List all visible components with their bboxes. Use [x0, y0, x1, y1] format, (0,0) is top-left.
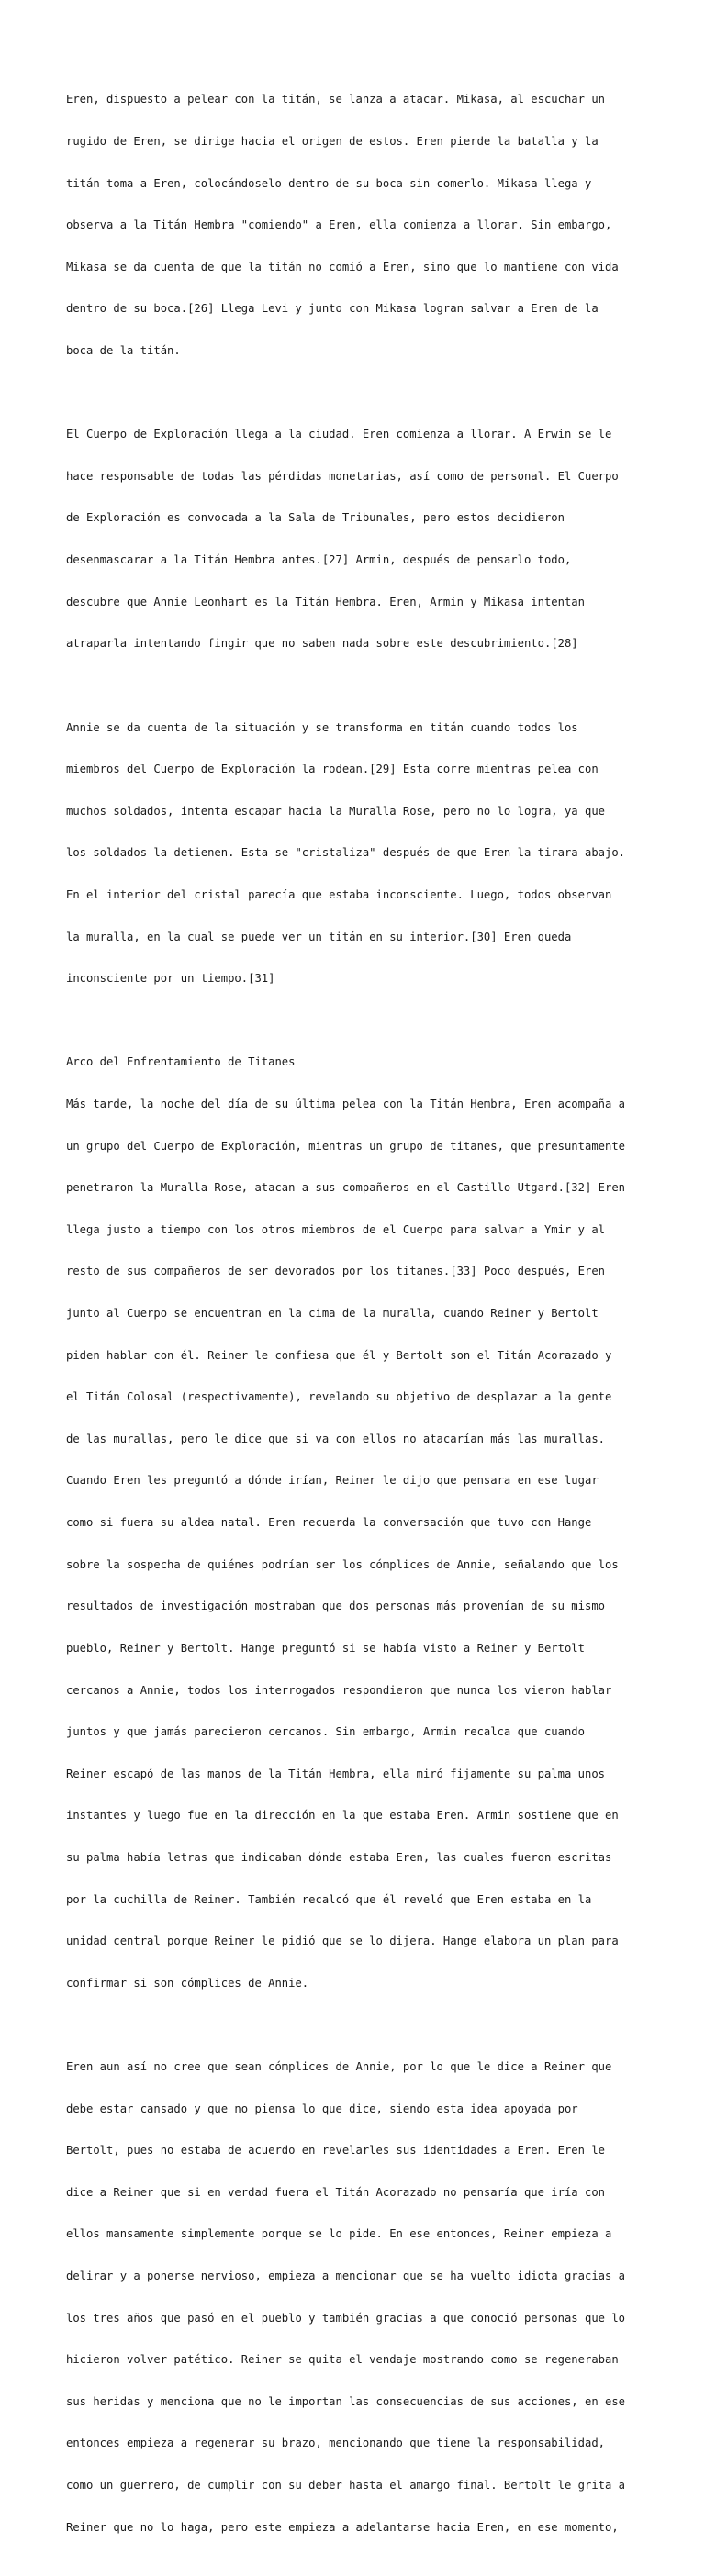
text-line: la muralla, en la cual se puede ver un titán en su interior.[30] Eren queda [66, 930, 572, 943]
text-line: sus heridas y menciona que no le importan las consecuencias de sus acciones, en ese [66, 2394, 626, 2408]
paragraph-3 [66, 693, 654, 1014]
text-line: desenmascarar a la Titán Hembra antes.[27] Armin, después de pensarlo todo, [66, 553, 572, 567]
text-line: juntos y que jamás parecieron cercanos. Sin embargo, Armin recalca que cuando [66, 1725, 585, 1739]
text-line: miembros del Cuerpo de Exploración la rodean.[29] Esta corre mientras pelea con [66, 763, 599, 776]
text-line: titán toma a Eren, colocándoselo dentro de su boca sin comerlo. Mikasa llega y [66, 176, 592, 190]
text-line: hace responsable de todas las pérdidas monetarias, así como de personal. El Cuerpo [66, 469, 619, 483]
text-line: atraparla intentando fingir que no saben nada sobre este descubrimiento.[28] [66, 637, 578, 651]
text-line: El Cuerpo de Exploración llega a la ciudad. Eren comienza a llorar. A Erwin se le [66, 428, 612, 441]
text-line: los tres años que pasó en el pueblo y también gracias a que conoció personas que lo [66, 2311, 626, 2325]
text-line: Mikasa se da cuenta de que la titán no comió a Eren, sino que lo mantiene con vida [66, 260, 619, 273]
text-line: resultados de investigación mostraban que dos personas más provenían de su mismo [66, 1600, 605, 1613]
text-line: junto al Cuerpo se encuentran en la cima de la muralla, cuando Reiner y Bertolt [66, 1307, 599, 1321]
text-line: instantes y luego fue en la dirección en la que estaba Eren. Armin sostiene que en [66, 1809, 619, 1823]
paragraph-4 [66, 1028, 654, 2018]
paragraph-5 [66, 2033, 654, 2563]
text-line: entonces empieza a regenerar su brazo, mencionando que tiene la responsabilidad, [66, 2437, 605, 2450]
text-line: dentro de su boca.[26] Llega Levi y junto con Mikasa logran salvar a Eren de la [66, 302, 599, 316]
text-line: Cuando Eren les preguntó a dónde irían, Reiner le dijo que pensara en ese lugar [66, 1474, 599, 1488]
text-line: Annie se da cuenta de la situación y se transforma en titán cuando todos los [66, 720, 578, 734]
text-line: por la cuchilla de Reiner. También recalcó que él reveló que Eren estaba en la [66, 1892, 592, 1906]
text-line: Reiner que no lo haga, pero este empieza a adelantarse hacia Eren, en ese momento, [66, 2520, 619, 2534]
text-line: Eren aun así no cree que sean cómplices de Annie, por lo que le dice a Reiner que [66, 2059, 612, 2073]
text-line: boca de la titán. [66, 344, 181, 358]
text-line: dice a Reiner que si en verdad fuera el Titán Acorazado no pensaría que iría con [66, 2185, 605, 2199]
text-line: penetraron la Muralla Rose, atacan a sus compañeros en el Castillo Utgard.[32] Eren [66, 1181, 626, 1195]
text-line: como si fuera su aldea natal. Eren recuerda la conversación que tuvo con Hange [66, 1516, 592, 1530]
text-line: de Exploración es convocada a la Sala de Tribunales, pero estos decidieron [66, 511, 565, 525]
text-line: como un guerrero, de cumplir con su deber hasta el amargo final. Bertolt le grita a [66, 2479, 626, 2492]
text-line: el Titán Colosal (respectivamente), revelando su objetivo de desplazar a la gente [66, 1390, 612, 1404]
text-line: cercanos a Annie, todos los interrogados respondieron que nunca los vieron hablar [66, 1683, 612, 1697]
text-line: los soldados la detienen. Esta se "cristaliza" después de que Eren la tirara abajo. [66, 846, 626, 860]
text-line: un grupo del Cuerpo de Exploración, mientras un grupo de titanes, que presuntamente [66, 1139, 626, 1153]
text-line: Eren, dispuesto a pelear con la titán, se lanza a atacar. Mikasa, al escuchar un [66, 93, 605, 106]
text-line: rugido de Eren, se dirige hacia el origen de estos. Eren pierde la batalla y la [66, 135, 599, 149]
text-line: inconsciente por un tiempo.[31] [66, 972, 275, 986]
text-line: ellos mansamente simplemente porque se lo pide. En ese entonces, Reiner empieza a [66, 2227, 612, 2241]
text-line: hicieron volver patético. Reiner se quita el vendaje mostrando como se regeneraban [66, 2353, 619, 2367]
text-line: debe estar cansado y que no piensa lo que dice, siendo esta idea apoyada por [66, 2102, 578, 2115]
text-line: confirmar si son cómplices de Annie. [66, 1976, 309, 1990]
text-line: unidad central porque Reiner le pidió que se lo dijera. Hange elabora un plan para [66, 1935, 619, 1948]
text-line: de las murallas, pero le dice que si va con ellos no atacarían más las murallas. [66, 1432, 605, 1445]
text-line: muchos soldados, intenta escapar hacia la Muralla Rose, pero no lo logra, ya que [66, 804, 605, 818]
text-line: Reiner escapó de las manos de la Titán Hembra, ella miró fijamente su palma unos [66, 1767, 605, 1780]
paragraph-1 [66, 65, 654, 386]
section-heading: Arco del Enfrentamiento de Titanes [66, 1055, 296, 1069]
text-line: pueblo, Reiner y Bertolt. Hange preguntó si se había visto a Reiner y Bertolt [66, 1641, 585, 1655]
paragraph-2 [66, 400, 654, 679]
text-line: Bertolt, pues no estaba de acuerdo en revelarles sus identidades a Eren. Eren le [66, 2144, 605, 2158]
text-line: llega justo a tiempo con los otros miembros de el Cuerpo para salvar a Ymir y al [66, 1222, 605, 1236]
text-line: delirar y a ponerse nervioso, empieza a mencionar que se ha vuelto idiota gracias a [66, 2269, 626, 2283]
text-line: sobre la sospecha de quiénes podrían ser los cómplices de Annie, señalando que los [66, 1557, 619, 1571]
text-line: piden hablar con él. Reiner le confiesa que él y Bertolt son el Titán Acorazado y [66, 1348, 612, 1362]
text-line: su palma había letras que indicaban dónde estaba Eren, las cuales fueron escritas [66, 1850, 612, 1864]
text-line: descubre que Annie Leonhart es la Titán Hembra. Eren, Armin y Mikasa intentan [66, 595, 585, 608]
text-line: Más tarde, la noche del día de su última pelea con la Titán Hembra, Eren acompaña a [66, 1097, 626, 1110]
document-page [66, 65, 654, 2576]
text-line: observa a la Titán Hembra "comiendo" a Eren, ella comienza a llorar. Sin embargo, [66, 218, 612, 232]
text-line: resto de sus compañeros de ser devorados por los titanes.[33] Poco después, Eren [66, 1265, 605, 1278]
text-line: En el interior del cristal parecía que estaba inconsciente. Luego, todos observan [66, 887, 612, 901]
